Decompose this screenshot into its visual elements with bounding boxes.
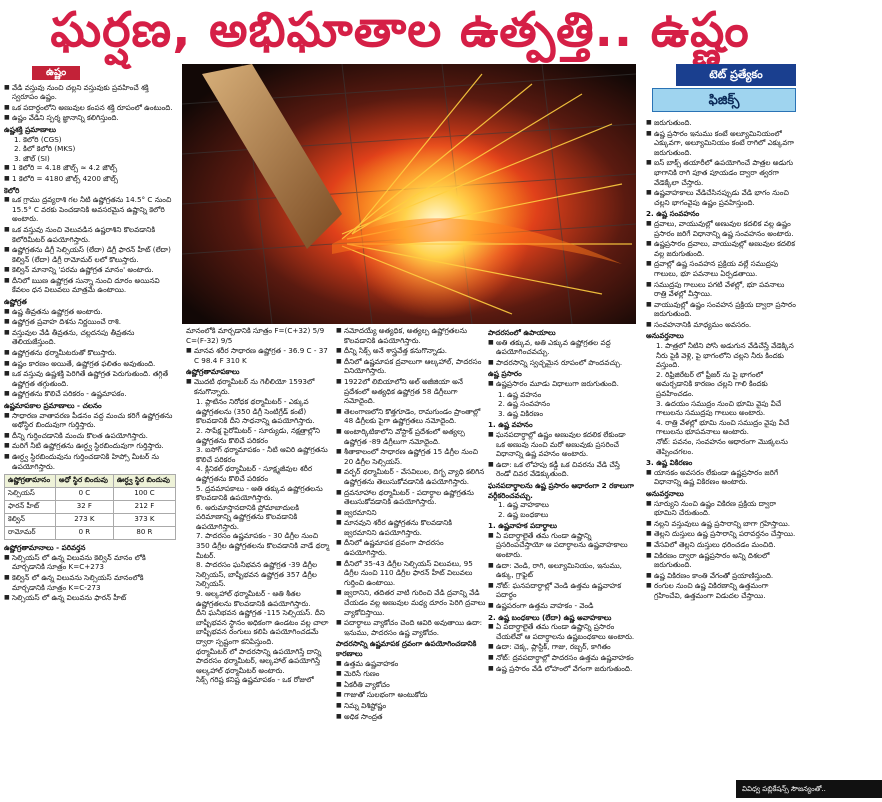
- list-item: ■ 1 కెలోరి = 4180 జౌల్స్ 4200 జౌల్స్: [4, 174, 176, 184]
- table-row: [5, 501, 176, 514]
- list-item: 3. జౌల్ (SI): [14, 153, 50, 163]
- list-item: 1. ప్లాటినం నిరోధక థర్మామీటర్ - ఎక్కువ ఉష్ణోగ్రతలను (350 డిగ్రీ సెంటిగ్రేడ్ కంటే) కొలవడానికి దీని సాధనాన్ని ఉపయోగిస్తారు.: [196, 397, 315, 426]
- tet-special-badge: టెట్ ప్రత్యేకం: [676, 64, 796, 86]
- table-row: [5, 488, 176, 501]
- list-item: ■ ఉదా: వెండి, రాగి, అల్యూమినియం, ఇనుము, ఉక్కు, గ్రాఫైట్: [488, 561, 636, 580]
- list-item: ■ ఉష్ణం వేడిని స్పర్శ జ్ఞానాన్ని కలిగిస్తుంది.: [4, 113, 176, 123]
- section-heading-heat: ఉష్ణం: [32, 66, 80, 80]
- list-item: ■ మానవ శరీర సాధారణ ఉష్ణోగ్రత - 36.9 C - 37 C 98.4 F 310 K: [186, 346, 334, 365]
- list-item: ■ యానకం అవసరం లేకుండా ఉష్ణప్రసారం జరిగే విధానాన్ని ఉష్ణ వికిరణం అంటారు.: [646, 468, 798, 487]
- list-item: ■ సంవహనానికి మాధ్యమం అవసరం.: [646, 320, 798, 330]
- list-item: ■ ఉష్ణోగ్రతను డిగ్రీ సెల్సియస్ (లేదా) డిగ్రీ ఫారన్ హీట్ (లేదా) కెల్విన్ (లేదా) డిగ్రీ రామోమర్ లలో కొలుస్తారు.: [4, 245, 176, 264]
- table-cell: 0 C: [55, 488, 113, 501]
- list-item: ■ దీనిలో 35-43 డిగ్రీల సెల్సియస్ విలువలు, 95 డిగ్రీల నుంచి 110 డిగ్రీల ఫారన్ హీట్ విలువలు గుర్తించి ఉంటాయి.: [336, 559, 486, 588]
- list-item: ■ తెలంగాణలోని కొత్తగూడెం, రామగుండం ప్రాంతాల్లో 48 డిగ్రీలకు పైగా ఉష్ణోగ్రతలు నమోదైంది.: [336, 407, 486, 426]
- list-item: ■ కెల్విన్ లో ఉన్న విలువను సెల్సియస్ మానంలోకి మార్చడానికి సూత్రం K=C-273: [4, 573, 176, 592]
- list-item: ■ కెల్విన్ మానాన్ని 'పరమ ఉష్ణోగ్రత మానం' అంటారు.: [4, 265, 176, 275]
- table-cell: 32 F: [55, 501, 113, 514]
- list-item: 1. కెలోరి (CGS): [14, 134, 62, 144]
- list-item: ■ ఉష్ణప్రసారం ద్రవాలు, వాయువుల్లో అణువుల కదలిక వల్ల జరుగుతుంది.: [646, 239, 798, 258]
- list-item: ■ ఒక వస్తువు నుంచి వెలువడిన ఉష్ణరాశిని కొలవడానికి కెలోరిమీటర్ ఉపయోగిస్తారు.: [4, 225, 176, 244]
- list-item: సిక్స్ గరిష్ట కనిష్ట ఉష్ణమాపకం - ఒక రోజులో: [196, 675, 314, 685]
- table-cell: 100 C: [113, 488, 175, 501]
- subheading-conductors: 1. ఉష్ణవాహక పదార్థాలు: [488, 521, 558, 531]
- table-cell: సెల్సియస్: [5, 488, 56, 501]
- subheading-thermometers: ఉష్ణోగ్రతామాపకాలు: [186, 367, 240, 377]
- table-cell: 212 F: [113, 501, 175, 514]
- subheading-scales: ఉష్ణమాపకాల ప్రమాణాలు - చలనం: [4, 401, 102, 410]
- photo-grinding-sparks: [182, 64, 636, 324]
- list-item: ■ జ్వరానిని, తదితర వాటి గురించి వేడి ద్రవాన్ని వేడి చేయడం వల్ల అణువుల మధ్య దూరం పెరిగి ద్రవాలు వ్యాకోచిస్తాయి.: [336, 588, 486, 617]
- list-item: ■ మరిగే నీటి ఉష్ణోగ్రతను ఊర్ధ్వ స్థిరబిందువుగా గుర్తిస్తారు.: [4, 441, 176, 451]
- list-item: ■ ఒక పదార్థంలోని అణువుల కంపన శక్తి రూపంలో ఉంటుంది.: [4, 103, 176, 113]
- list-item: ■ అధిక సాంద్రత: [336, 712, 486, 722]
- list-item: 2. ఉష్ణ సంవహనం: [498, 399, 550, 409]
- list-item: ■ ఉష్ణవాహకాలు వేడిచేసినప్పుడు వేడి భాగం నుంచి చల్లని భాగంవైపు ఉష్ణం ప్రవహిస్తుంది.: [646, 188, 798, 207]
- table-cell: 373 K: [113, 514, 175, 527]
- table-cell: ఫారన్ హీట్: [5, 501, 56, 514]
- list-item: ■ వస్తువుల వేడి తీవ్రతను, చల్లదనపు తీవ్రతను తెలియజేస్తుంది.: [4, 328, 176, 347]
- table-cell: కెల్విన్: [5, 514, 56, 527]
- subheading-heat-transfer: ఉష్ణ ప్రసారం: [488, 369, 522, 379]
- list-item: ■ రంగుల నుంచి ఉష్ణ వికిరణాన్ని ఉత్తమంగా గ్రహించేవి, ఉత్తమంగా విడుదల చేస్తాయి.: [646, 581, 798, 600]
- list-item: ■ మెరిసే గుణం: [336, 669, 486, 679]
- list-item: ■ మొదటి థర్మామీటర్ ను గెలీలియో 1593లో కనుగొన్నారు.: [186, 377, 334, 396]
- list-item: 2. రిఫ్రిజిరేటర్ లో ఫ్రీజర్ ను పై భాగంలో అమర్చడానికి కారణం చల్లని గాలి కిందకు ప్రవహించడం.: [656, 369, 768, 399]
- list-item: 1. ఉష్ణ వహనం: [498, 389, 542, 399]
- subheading-conversion: ఉష్ణోగ్రతామానాలు - పరివర్తన: [4, 543, 86, 553]
- list-item: ■ నిమ్న విశిష్టోష్ణం: [336, 701, 486, 711]
- list-item: 9. ఆల్కహాల్ థర్మామీటర్ - ఆతి శీతల ఉష్ణోగ్రతలను కొలవడానికి ఉపయోగిస్తారు.: [196, 589, 311, 608]
- list-item: ■ సముద్రపు గాలులు పగటి వేళల్లో, భూ పవనాలు రాత్రి వేళల్లో వీస్తాయి.: [646, 280, 798, 299]
- list-item: ■ నల్లని వస్తువులు ఉష్ణ ప్రసారాన్ని బాగా గ్రహిస్తాయి.: [646, 519, 798, 529]
- list-item: ■ ఒక వస్తువు ఉష్ణశక్తి పెరిగితే ఉష్ణోగ్రత పెరుగుతుంది. తగ్గితే ఉష్ణోగ్రత తగ్గుతుంది.: [4, 369, 176, 388]
- list-item: ■ పదార్థాలు వ్యాకోచం చెంది ఆవిరి అవుతాయి ఉదా: ఇనుము, పాదరసం ఉష్ణ వ్యాకోచం.: [336, 618, 486, 637]
- table-cell: 273 K: [55, 514, 113, 527]
- publication-credit: వివిధ్వ పబ్లికేషన్స్ సౌజన్యంతో..: [736, 780, 882, 798]
- list-item: 4. క్లినికల్ థర్మామీటర్ - సూక్ష్మజీవుల శరీర ఉష్ణోగ్రతను కొలిచే పరికరం: [196, 464, 313, 483]
- subheading-convection: 2. ఉష్ణ సంవహనం: [646, 209, 700, 219]
- list-item: ■ ఉష్ణ వికిరణం కాంతి వేగంతో ప్రయాణిస్తుంది.: [646, 571, 798, 581]
- list-item: ■ ద్రవనూహాల థర్మామీటర్ - పదార్థాల ఉష్ణోగ్రతను తెలుసుకోవడానికి ఉపయోగిస్తారు.: [336, 488, 486, 507]
- list-item: ■ ఘనపదార్థాల్లో ఉష్ణం అణువుల కదలిక లేకుండా ఒక అణువు నుంచి మరో అణువుకు ప్రసరించే విధానాన్ని ఉష్ణ వహనం అంటారు.: [488, 430, 636, 459]
- headline: ఘర్షణ, అభిఘాతాల ఉత్పత్తి.. ఉష్ణం: [50, 2, 750, 58]
- list-item: ■ ఉష్ణ ప్రసారం వేడి లోహంలో వేగంగా జరుగుతుంది.: [488, 664, 636, 674]
- table-row: [5, 514, 176, 527]
- list-item: ■ జ్వరమానిని: [336, 508, 486, 518]
- list-item: ■ వాయువుల్లో ఉష్ణం సంవహన ప్రక్రియ ద్వారా ప్రసారం జరుగుతుంది.: [646, 300, 798, 319]
- table-header-cell: ఊర్ధ్వ స్థిర బిందువు: [113, 475, 175, 488]
- list-item: ■ ద్రవాలు, వాయువుల్లో అణువుల కదలిక వల్ల ఉష్ణం ప్రసారం జరిగే విధానాన్ని ఉష్ణ సంవహనం అంటారు.: [646, 219, 798, 238]
- table-cell: 80 R: [113, 527, 175, 540]
- list-item: ■ ఏకరీతి వ్యాకోచం: [336, 680, 486, 690]
- list-item: ■ దీన్ని గుర్తించడానికి మంచు కొలత ఉపయోగిస్తారు.: [4, 431, 176, 441]
- list-item: 1. ఉష్ణ వాహకాలు: [498, 500, 549, 510]
- table-cell: 0 R: [55, 527, 113, 540]
- list-item: ■ ఉదా: చెక్క, ప్లాస్టిక్, గాజు, రబ్బర్, కాగితం: [488, 642, 636, 652]
- list-item: 4. రాత్రి వేళల్లో భూమి నుంచి సముద్రం వైపు వీచే గాలులను భూపవనాలు అంటారు.: [656, 417, 790, 437]
- headline-banner: [0, 0, 800, 62]
- list-item: ■ ఉష్ణం కారణం అయితే, ఉష్ణోగ్రత ఫలితం అవుతుంది.: [4, 359, 176, 369]
- subheading-solids: ఘనపదార్థాలను ఉష్ణ ప్రసారం ఆధారంగా 2 రకాలుగా వర్గీకరించవచ్చు.: [488, 480, 634, 500]
- list-item: ■ ఉష్ణోగ్రతను కొలిచే పరికరం - ఉష్ణమాపకం.: [4, 389, 176, 399]
- list-item: ■ వేసవిలో తెల్లని దుస్తులు ధరించడం మంచిది.: [646, 540, 798, 550]
- column-4: [488, 326, 636, 800]
- list-item: ■ సాధారణ వాతావరణ పీడనం వద్ద మంచు కరిగే ఉష్ణోగ్రతను అథోస్థిర బిందువుగా గుర్తిస్తారు.: [4, 411, 176, 430]
- subheading-applications: అనువర్తనాలు: [646, 331, 684, 341]
- list-item: ■ వేడి వస్తువు నుంచి చల్లని వస్తువుకు ప్రవహించే శక్తి స్వరూపం ఉష్ణం.: [4, 83, 176, 102]
- list-item: 2. సాపేక్ష పైరోమీటర్ - సూర్యుడు, నక్షత్రాల్లోని ఉష్ణోగ్రతను కొలిచే పరికరం: [196, 425, 320, 445]
- subheading-conduction: 1. ఉష్ణ వహనం: [488, 420, 533, 430]
- list-item: ■ నోట్: ద్రవపదార్థాల్లో పాదరసం ఉత్తమ ఉష్ణవాహకం: [488, 653, 636, 663]
- list-item: ■ నమోదయ్యే అత్యధిక, అత్యల్ప ఉష్ణోగ్రతలను కొలవడానికి ఉపయోగిస్తారు.: [336, 326, 486, 345]
- list-item: 7. పాదరసం ఉష్ణమాపకం - 30 డిగ్రీల నుంచి 350 డిగ్రీల ఉష్ణోగ్రతలను కొలవడానికి వాడే థర్మా మీటర్.: [196, 531, 330, 560]
- list-item: 3. ఉష్ణ వికిరణం: [498, 408, 543, 418]
- column-2: [186, 326, 334, 800]
- list-item: ■ ద్రవాల్లో ఉష్ణ సంవహన ప్రక్రియ వల్లే సముద్రపు గాలులు, భూ పవనాలు ఏర్పడతాయి.: [646, 259, 798, 278]
- list-item: ■ అంటార్కిటికాలోని వోస్టాక్ ప్రదేశంలో అత్యల్ప ఉష్ణోగ్రత -89 డిగ్రీలుగా నమోదైంది.: [336, 427, 486, 446]
- list-item: ■ దీనిలో ఉష్ణమాపక ద్రవాలుగా ఆల్కహాల్, పాదరసం వినియోగిస్తారు.: [336, 357, 486, 376]
- list-item: ■ దీనిలో ఉష్ణమాపక ద్రవంగా పాదరసం ఉపయోగిస్తారు.: [336, 538, 486, 557]
- list-item: ■ దీనిలో ఋణ ఉష్ణోగ్రత సున్నా నుంచి దూరం అయినవి కేవలం ధన విలువలు మాత్రమే ఉంటాయి.: [4, 276, 176, 295]
- subheading-temperature: ఉష్ణోగ్రత: [4, 297, 27, 307]
- list-item: ■ గాజుతో సులభంగా అంటుకోదు: [336, 690, 486, 700]
- subheading-insulators: 2. ఉష్ణ బంధకాలు (లేదా) ఉష్ణ అవాహకాలు: [488, 612, 612, 622]
- list-item: ■ 1 కెలోరి = 4.18 జౌల్స్ ≈ 4.2 జౌల్స్: [4, 163, 176, 173]
- list-item: 2. కిలో కెలోరి (MKS): [14, 144, 76, 154]
- list-item: ■ వర్ఫర్ థర్మామీటర్ - వేసవిలుల, దిగ్భ వ్యాధి కలిగిన ఉష్ణోగ్రతను తెలుసుకోవడానికి ఉపయోగిస్తారు.: [336, 467, 486, 486]
- list-item: ■ సూర్యుని నుంచి ఉష్ణం వికిరణ ప్రక్రియ ద్వారా భూమిని చేరుతుంది.: [646, 499, 798, 518]
- list-item: ■ వికిరణం ద్వారా ఉష్ణప్రసారం అన్ని దిశలలో జరుగుతుంది.: [646, 551, 798, 570]
- list-item: ■ ఉష్ణోగ్రతను థర్మామీటరుతో కొలుస్తారు.: [4, 348, 176, 358]
- list-item: ■ శీతాకాలంలో సాధారణ ఉష్ణోగ్రత 15 డిగ్రీల నుంచి 20 డిగ్రీల సెల్సియస్.: [336, 447, 486, 466]
- list-item: ■ ఉష్ణ తీవ్రతను ఉష్ణోగ్రత అంటారు.: [4, 307, 176, 317]
- list-item: ■ సెల్సియస్ లో ఉన్న విలువను ఫారన్ హీట్: [4, 593, 176, 603]
- list-item: ■ సెల్సియస్ లో ఉన్న విలువను కెల్విన్ మానం లోకి మార్చడానికి సూత్రం K=C+273: [4, 553, 176, 572]
- table-header-cell: ఉష్ణోగ్రతామానం: [5, 475, 56, 488]
- list-item: ■ ఐస్ బాక్స్ తయారీలో ఉపయోగించే పాత్రల అడుగు భాగానికి రాగి పూత పూయడం ద్వారా త్వరగా వేడెక్కేలా చేస్తారు.: [646, 158, 798, 187]
- list-item: ■ ఉష్ణ ప్రసారం ఇనుము కంటే అల్యూమినియంలో ఎక్కువగా, అల్యూమినియం కంటే రాగిలో ఎక్కువగా జరుగుతుంది.: [646, 129, 798, 158]
- subheading-calorie: కెలోరి: [4, 185, 20, 195]
- list-item: ■ ఏ పదార్థాలైతే తమ గుండా ఉష్ణాన్ని ప్రసరింపచేస్తాయో ఆ పదార్థాలను ఉష్ణవాహకాలు అంటారు.: [488, 531, 636, 560]
- column-3: [336, 326, 486, 800]
- list-item: ■ అతి తక్కువ, అతి ఎక్కువ ఉష్ణోగ్రతల వద్ద ఉపయోగించవచ్చు.: [488, 338, 636, 357]
- table-header-cell: అధో స్థిర బిందువు: [55, 475, 113, 488]
- column-5: [646, 64, 798, 799]
- list-item: ■ ఊర్ధ్వ స్థిరబిందువును గుర్తించడానికి హిప్సో మీటర్ ను ఉపయోగిస్తారు.: [4, 452, 176, 471]
- list-item: ■ పాదరసాన్ని స్వచ్ఛమైన రూపంలో పొందవచ్చు.: [488, 358, 636, 368]
- column-1: [4, 64, 176, 799]
- list-item: ■ ఉష్ణపరంగా ఉత్తమ వాహకం - వెండి: [488, 601, 636, 611]
- table-cell: రామోమర్: [5, 527, 56, 540]
- subheading-units: ఉష్ణశక్తి ప్రమాణాలు: [4, 124, 57, 134]
- list-item: 5. ద్రవమాపకాలు - ఆతి తక్కువ ఉష్ణోగ్రతలను కొలవడానికి ఉపయోగిస్తారు.: [196, 483, 323, 503]
- list-item: ■ నోట్: ఘనపదార్థాల్లో వెండి ఉత్తమ ఉష్ణవాహక పదార్థం: [488, 581, 636, 600]
- sparks-illustration: [182, 64, 636, 324]
- list-item: ■ ఏ పదార్థాలైతే తమ గుండా ఉష్ణాన్ని ప్రసారం చేయలేవో ఆ పదార్థాలను ఉష్ణబంధకాలు అంటారు.: [488, 622, 636, 641]
- list-item: నోట్: పవనం, సంవహనం ఆధారంగా మొక్కలను తెప్పించగలం.: [656, 437, 788, 456]
- list-item: 2. ఉష్ణ బంధకాలు: [498, 509, 549, 519]
- list-item: ■ జరుగుతుంది.: [646, 118, 798, 128]
- list-item: ■ మానవుని శరీర ఉష్ణోగ్రతను కొలవడానికి జ్వరమానిని ఉపయోగిస్తారు.: [336, 518, 486, 537]
- list-item: 3. ఉదయం సముద్రం నుంచి భూమి వైపు వీచే గాలులను సముద్రపు గాలులు అంటారు.: [656, 398, 782, 418]
- list-item: ■ 1922లో లిబియాలోని అల్ అజీజియా అనే ప్రదేశంలో అత్యధిక ఉష్ణోగ్రత 58 డిగ్రీలుగా నమోదైంది.: [336, 377, 486, 406]
- list-item: ■ ఒక గ్రాము ద్రవ్యరాశి గల నీటి ఉష్ణోగ్రతను 14.5° C నుంచి 15.5° C వరకు పెంచడానికి అవసరమైన ఉష్ణాన్ని కెలోరి అంటారు.: [4, 195, 176, 224]
- subheading-radiation: 3. ఉష్ణ వికిరణం: [646, 458, 693, 468]
- subheading-mercury-uses: పాదరసంలో ఉపాయాలు: [488, 328, 556, 337]
- list-item: ■ ఉష్ణప్రసారం మూడు విధాలుగా జరుగుతుంది.: [488, 379, 636, 389]
- table-row: [5, 527, 176, 540]
- list-item: దీని ఘనీభవన ఉష్ణోగ్రత -115 సెల్సియస్. దీని బాష్పీభవన స్థానం అధికంగా ఉండటం వల్ల చాలా బాష్పీభవన రంగులు కలిపి ఉపయోగించడమే ద్వారా స్పష్టంగా కనిపిస్తుంది.: [196, 608, 329, 646]
- list-item: ■ ఉష్ణోగ్రత ప్రవాహ దిశను నిర్ణయించే రాశి.: [4, 317, 176, 327]
- list-item: 8. పాదరసం ఘనీభవన ఉష్ణోగ్రత -39 డిగ్రీల సెల్సియస్, బాష్పీభవన ఉష్ణోగ్రత 357 డిగ్రీల సెల్సియస్.: [196, 560, 318, 589]
- list-item: ■ ఉత్తమ ఉష్ణవాహకం: [336, 659, 486, 669]
- temperature-scale-table: [4, 474, 176, 540]
- list-item: 1. పాత్రలో నీటిని పోసి అడుగున వేడిచేస్తే వేడెక్కిన నీరు పైకి వెళ్లి, పై భాగంలోని చల్లని నీరు కిందకు వస్తుంది.: [656, 341, 794, 370]
- subheading-applications-2: అనువర్తనాలు: [646, 488, 684, 498]
- list-item: ■ దీన్ని సిక్స్ అనే శాస్త్రవేత్త కనుగొన్నాడు.: [336, 346, 486, 356]
- list-item: ■ ఉదా: ఒక లోహపు కడ్డీ ఒక చివరను వేడి చేస్తే రెండో చివర వేడెక్కుతుంది.: [488, 460, 636, 479]
- physics-badge: ఫిజిక్స్: [652, 88, 796, 112]
- list-item: 3. ఐసోగ్ థర్మామాపకం - నీటి ఆవిరి ఉష్ణోగ్రతను కొలిచే పరికరం: [196, 445, 328, 464]
- list-item: ■ తెల్లని దుస్తులు ఉష్ణ ప్రసారాన్ని పరావర్తనం చేస్తాయి.: [646, 529, 798, 539]
- list-item: థర్మామీటర్ లో పాదరసాన్ని ఉపయోగిస్తే దాన్ని పాదరసం థర్మామీటర్, ఆల్కహాల్ ఉపయోగిస్తే ఆల్కహాల్ థర్మామీటర్ అంటారు.: [196, 646, 322, 675]
- formula-paragraph: మానంలోకి మార్చడానికి సూత్రం F=(C+32) 5/9 C=(F-32) 9/5: [186, 326, 325, 345]
- subheading-mercury-reasons: పాదరసాన్ని ఉష్ణమాపక ద్రవంగా ఉపయోగించడానికి కారణాలు: [336, 639, 477, 658]
- list-item: 6. ఆరుమాస్తానదానికి ప్రోమాబాదులకి పరిమాణాన్ని ఉష్ణోగ్రతను కొలవడానికి ఉపయోగిస్తారు.: [196, 502, 300, 531]
